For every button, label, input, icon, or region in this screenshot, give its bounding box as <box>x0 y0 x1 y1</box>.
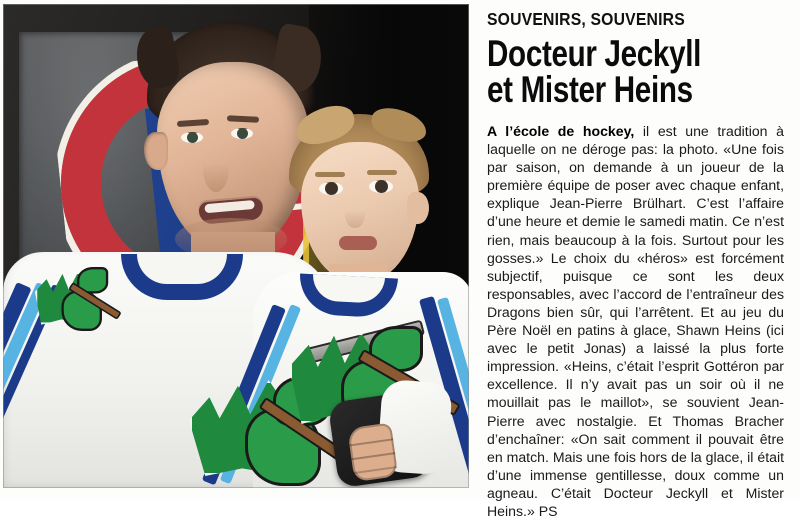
article-text-column <box>487 0 787 519</box>
adult-eye-right <box>231 128 253 139</box>
adult-ear <box>144 132 168 170</box>
child-brow-left <box>315 172 345 177</box>
article-lead-in: A l’école de hockey, <box>487 123 635 139</box>
photo-content <box>3 4 469 488</box>
child-eye-right <box>369 180 393 193</box>
headline-line-2: et Mister Heins <box>487 69 693 110</box>
article-body <box>487 122 784 520</box>
dragon-crest-shoulder-icon <box>35 264 105 334</box>
child-nose <box>345 196 365 228</box>
article-signature: PS <box>538 502 558 519</box>
adult-eye-left <box>181 132 203 143</box>
adult-nose <box>203 144 229 192</box>
article-headline <box>487 33 727 110</box>
headline-line-1: Docteur Jeckyll <box>487 33 702 74</box>
article-kicker: SOUVENIRS, SOUVENIRS <box>487 9 685 29</box>
child-ear <box>407 192 429 224</box>
article-body-text: il est une tradition à laquelle on ne déroge pas: la photo. «Une fois par saison, on demande à un joueur de la première équipe de poser avec chaque enfant, explique Jean-Pierre Brülhart. C’est l’affaire d’une heure et demie le samedi matin. Ce n’est rien, mais beaucoup à la fois. Surtout pour les gosses.» Le choix du «héros» est forcément subjectif, puisque ce sont les deux responsables, avec l’accord de l’entraîneur des Dragons bien sûr, qui l’arrêtent. Et au jeu du Père Noël en patins à glace, Shawn Heins (ici avec le petit Jonas) a laissé la plus forte impression. «Heins, c’était l’esprit Gottéron par excellence. Il n’y avait pas un soir où il ne mouillait pas le maillot», se souvient Jean-Pierre avec nostalgie. Et Thomas Bracher d’enchaîner: «On sait comment il pouvait être en match. Mais une fois hors de la glace, il était d’une immense gentillesse, doux comme un agneau. C’était Docteur Jeckyll et Mister Heins.» <box>487 123 784 519</box>
child-eye-left <box>319 182 343 195</box>
child-brow-right <box>367 170 397 175</box>
hockey-glove-icon <box>327 390 434 488</box>
article-photo <box>3 4 469 488</box>
hand-fingers <box>347 422 398 482</box>
child-mouth <box>339 236 377 250</box>
